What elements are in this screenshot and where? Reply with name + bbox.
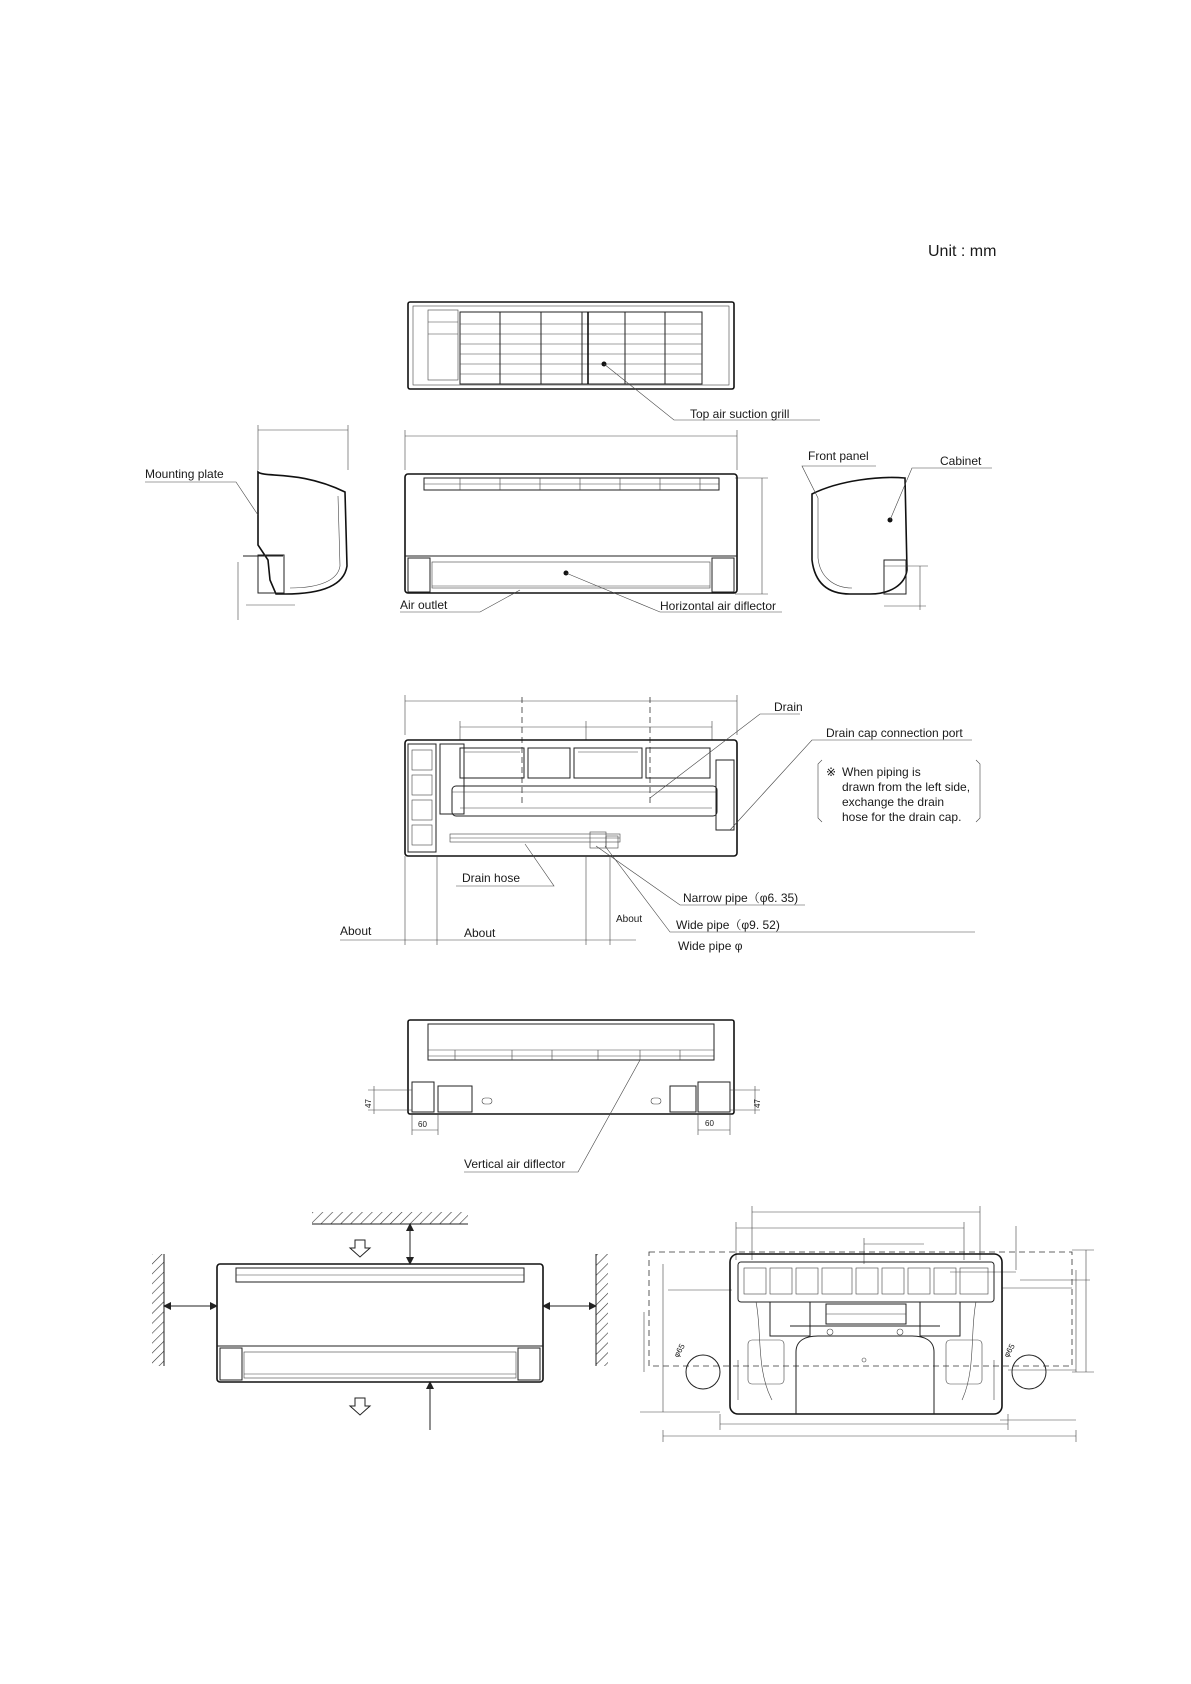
- cabinet-label: Cabinet: [940, 454, 982, 468]
- dim-47-left: 47: [364, 1099, 373, 1108]
- note-mark: ※: [826, 765, 837, 779]
- note-line-2: drawn from the left side,: [842, 780, 971, 794]
- right-side-view: [802, 449, 992, 610]
- note-line-3: exchange the drain: [842, 795, 945, 809]
- note-line-1: When piping is: [842, 765, 921, 779]
- mounting-plate-details: [738, 1262, 994, 1414]
- ceiling-hatch: [312, 1212, 468, 1224]
- mounting-plate-outline: [730, 1254, 1002, 1414]
- right-side-body: [812, 478, 907, 594]
- mounting-plate-view: [640, 1206, 1094, 1442]
- unit-label: Unit : mm: [928, 243, 997, 260]
- drain-label: Drain: [774, 700, 803, 714]
- dim-47-right: 47: [753, 1099, 762, 1108]
- rear-frame-details: [408, 744, 734, 852]
- installation-clearance-view: [152, 1212, 608, 1430]
- drain-cap-connection-port-label: Drain cap connection port: [826, 726, 963, 740]
- horizontal-air-diflector-label: Horizontal air diflector: [660, 599, 777, 613]
- piping-note: [818, 760, 980, 824]
- hole-dia-left: φ65: [671, 1342, 687, 1359]
- front-view: [400, 430, 782, 613]
- left-side-view: [145, 425, 348, 620]
- front-panel-label: Front panel: [808, 449, 869, 463]
- pipe-hole-left: [686, 1355, 720, 1389]
- pipe-hole-right: [1012, 1355, 1046, 1389]
- about-left-label: About: [340, 924, 372, 938]
- note-line-4: hose for the drain cap.: [842, 810, 962, 824]
- rear-view-outline: [405, 740, 737, 856]
- left-wall-hatch: [152, 1254, 164, 1366]
- narrow-pipe-label: Narrow pipe（φ6. 35): [683, 891, 799, 905]
- top-view: [408, 302, 820, 421]
- about-mid-label: About: [464, 926, 496, 940]
- dim-60-left: 60: [418, 1120, 427, 1129]
- dim-60-right: 60: [705, 1119, 714, 1128]
- drain-hose-label: Drain hose: [462, 871, 521, 885]
- mounting-plate-label: Mounting plate: [145, 467, 224, 481]
- top-air-suction-grill-slats: [460, 312, 702, 384]
- left-side-body: [258, 472, 347, 594]
- right-wall-hatch: [596, 1254, 608, 1366]
- wide-pipe-label-1: Wide pipe（φ9. 52): [676, 918, 780, 932]
- top-view-outline: [408, 302, 734, 389]
- wide-pipe-label-2: Wide pipe φ: [678, 939, 743, 953]
- air-outlet-label: Air outlet: [400, 598, 448, 612]
- bottom-view: [364, 1020, 762, 1172]
- hole-dia-right: φ65: [1001, 1342, 1017, 1359]
- air-in-arrow-icon: [350, 1240, 370, 1257]
- about-vertical-label: About: [616, 914, 643, 925]
- air-out-arrow-icon: [350, 1398, 370, 1415]
- vertical-air-diflector-label: Vertical air diflector: [464, 1157, 566, 1171]
- bottom-view-outline: [408, 1020, 734, 1114]
- top-air-suction-grill-label: Top air suction grill: [690, 407, 790, 421]
- rear-view: [340, 695, 980, 953]
